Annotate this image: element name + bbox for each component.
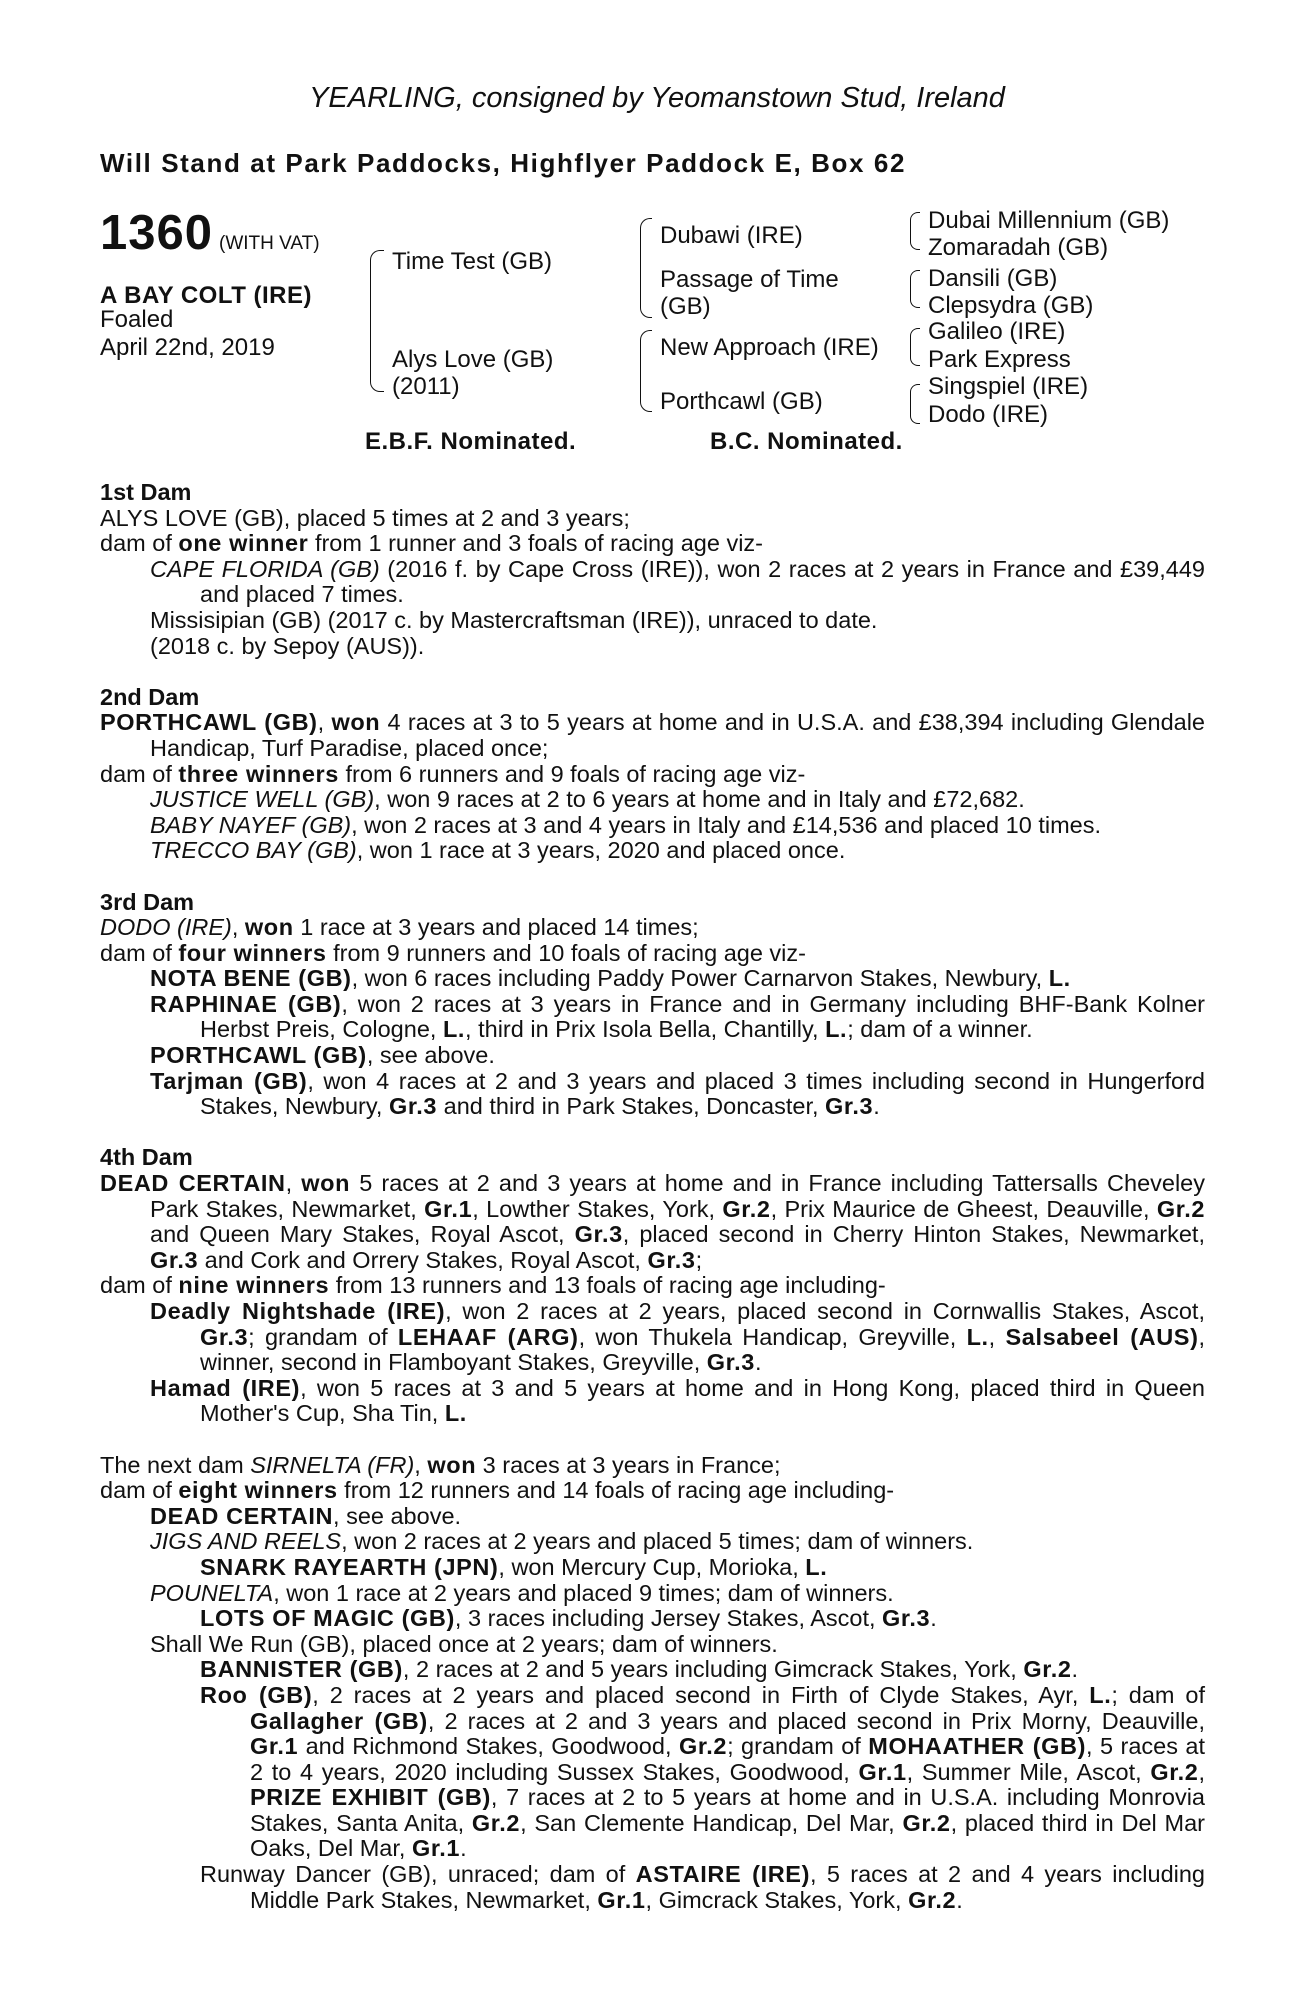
foaled-label: Foaled <box>100 306 174 333</box>
bc-nomination: B.C. Nominated. <box>710 428 903 455</box>
fourth-dam-line: DEAD CERTAIN, won 5 races at 2 and 3 years at home and in France including Tattersalls Cheveley Park Stakes, Newmarket, Gr.1, Lowther Stakes, York, Gr.2, Prix Maurice de Gheest, Deauville, Gr.2 and Queen Mary Stakes, Royal Ascot, Gr.3, placed second in Cherry Hinton Stakes, Newmarket, Gr.3 and Cork and Orrery Stakes, Royal Ascot, Gr.3; <box>100 1170 1206 1273</box>
lot-header <box>100 205 320 261</box>
pedigree-gen3-sss: Dubai Millennium (GB) <box>928 207 1170 234</box>
third-dam-produce-summary: dam of four winners from 9 runners and 10 foals of racing age viz- <box>100 939 806 966</box>
produce-deadly-nightshade: Deadly Nightshade (IRE), won 2 races at 2 years, placed second in Cornwallis Stakes, Ascot, Gr.3; grandam of LEHAAF (ARG), won Thukela Handicap, Greyville, L., Salsabeel (AUS), winner, second in Flamboyant Stakes, Greyville, Gr.3. <box>150 1298 1206 1376</box>
third-dam-line: DODO (IRE), won 1 race at 3 years and placed 14 times; <box>100 914 699 941</box>
consignor-heading: YEARLING, consigned by Yeomanstown Stud, Ireland <box>309 82 1005 114</box>
pedigree-gen3-dsd: Park Express <box>928 346 1071 373</box>
produce-raphinae: RAPHINAE (GB), won 2 races at 3 years in France and in Germany including BHF-Bank Kolner Herbst Preis, Cologne, L., third in Prix Isola Bella, Chantilly, L.; dam of a winner. <box>150 990 1205 1043</box>
pedigree-gen3-ddd: Dodo (IRE) <box>928 401 1049 428</box>
produce-2018-colt: (2018 c. by Sepoy (AUS)). <box>150 632 425 659</box>
foaled-date: April 22nd, 2019 <box>100 334 275 361</box>
pedigree-brace-sd <box>910 270 920 308</box>
produce-lots-of-magic: LOTS OF MAGIC (GB), 3 races including Jersey Stakes, Ascot, Gr.3. <box>200 1605 937 1632</box>
pedigree-brace-ds <box>910 328 920 366</box>
lot-number: 1360 <box>100 206 214 260</box>
produce-tarjman: Tarjman (GB), won 4 races at 2 and 3 years and placed 3 times including second in Hungerford Stakes, Newbury, Gr.3 and third in Park Stakes, Doncaster, Gr.3. <box>150 1067 1205 1120</box>
second-dam-heading: 2nd Dam <box>100 683 200 710</box>
pedigree-dam-sire: New Approach (IRE) <box>660 334 879 361</box>
pedigree-dam-dam: Porthcawl (GB) <box>660 388 823 415</box>
pedigree-gen3-dss: Galileo (IRE) <box>928 318 1066 345</box>
pedigree-sire-dam-country: (GB) <box>660 293 711 320</box>
stand-location: Will Stand at Park Paddocks, Highflyer Paddock E, Box 62 <box>100 148 907 178</box>
dam-record <box>100 480 1205 1913</box>
produce-jigs-and-reels: JIGS AND REELS, won 2 races at 2 years and placed 5 times; dam of winners. <box>150 1528 974 1555</box>
produce-bannister: BANNISTER (GB), 2 races at 2 and 5 years including Gimcrack Stakes, York, Gr.2. <box>200 1656 1079 1683</box>
produce-baby-nayef: BABY NAYEF (GB), won 2 races at 3 and 4 years in Italy and £14,536 and placed 10 times. <box>150 811 1101 838</box>
produce-porthcawl: PORTHCAWL (GB), see above. <box>150 1042 495 1069</box>
first-dam-line: ALYS LOVE (GB), placed 5 times at 2 and 3 years; <box>100 504 630 531</box>
produce-shall-we-run: Shall We Run (GB), placed once at 2 years; dam of winners. <box>150 1630 778 1657</box>
pedigree-sire-dam-name: Passage of Time <box>660 266 839 293</box>
produce-snark-rayearth: SNARK RAYEARTH (JPN), won Mercury Cup, Morioka, L. <box>200 1553 828 1580</box>
pedigree-gen3-dds: Singspiel (IRE) <box>928 373 1089 400</box>
pedigree-gen3-sdd: Clepsydra (GB) <box>928 292 1094 319</box>
second-dam-produce-summary: dam of three winners from 6 runners and 9 foals of racing age viz- <box>100 760 806 787</box>
second-dam-line: PORTHCAWL (GB), won 4 races at 3 to 5 years at home and in U.S.A. and £38,394 including Glendale Handicap, Turf Paradise, placed once; <box>100 709 1206 761</box>
pedigree-brace-dd <box>910 384 920 424</box>
fourth-dam-heading: 4th Dam <box>100 1144 193 1171</box>
produce-cape-florida: CAPE FLORIDA (GB) (2016 f. by Cape Cross (IRE)), won 2 races at 2 years in France and £39,449 and placed 7 times. <box>150 555 1205 608</box>
foaled-info <box>100 306 275 362</box>
first-dam-produce-summary: dam of one winner from 1 runner and 3 foals of racing age viz- <box>100 530 763 557</box>
produce-justice-well: JUSTICE WELL (GB), won 9 races at 2 to 6 years at home and in Italy and £72,682. <box>150 786 1025 813</box>
pedigree-brace-gen1 <box>370 250 384 392</box>
produce-pounelta: POUNELTA, won 1 race at 2 years and placed 9 times; dam of winners. <box>150 1579 894 1606</box>
pedigree-brace-dam <box>640 330 652 412</box>
pedigree-sire-dam <box>660 266 839 320</box>
produce-roo: Roo (GB), 2 races at 2 years and placed second in Firth of Clyde Stakes, Ayr, L.; dam of Gallagher (GB), 2 races at 2 and 3 years and placed second in Prix Morny, Deauville, Gr.1 and Richmond Stakes, Goodwood, Gr.2; grandam of MOHAATHER (GB), 5 races at 2 to 4 years, 2020 including Sussex Stakes, Goodwood, Gr.1, Summer Mile, Ascot, Gr.2, PRIZE EXHIBIT (GB), 7 races at 2 to 5 years at home and in U.S.A. including Monrovia Stakes, Santa Anita, Gr.2, San Clemente Handicap, Del Mar, Gr.2, placed third in Del Mar Oaks, Del Mar, Gr.1. <box>200 1681 1206 1862</box>
produce-dead-certain: DEAD CERTAIN, see above. <box>150 1502 462 1529</box>
produce-trecco-bay: TRECCO BAY (GB), won 1 race at 3 years, 2020 and placed once. <box>150 837 846 864</box>
pedigree-dam <box>392 346 553 400</box>
pedigree-gen3-ssd: Zomaradah (GB) <box>928 234 1109 261</box>
third-dam-heading: 3rd Dam <box>100 888 195 915</box>
next-dam-line: The next dam SIRNELTA (FR), won 3 races at 3 years in France; <box>100 1451 781 1478</box>
pedigree-sire: Time Test (GB) <box>392 248 553 275</box>
pedigree-sire-sire: Dubawi (IRE) <box>660 222 803 249</box>
fourth-dam-produce-summary: dam of nine winners from 13 runners and 13 foals of racing age including- <box>100 1272 886 1299</box>
pedigree-brace-ss <box>910 212 920 250</box>
pedigree-dam-name: Alys Love (GB) <box>392 346 554 373</box>
first-dam-heading: 1st Dam <box>100 479 192 505</box>
produce-missisipian: Missisipian (GB) (2017 c. by Mastercraftsman (IRE)), unraced to date. <box>150 606 878 633</box>
next-dam-produce-summary: dam of eight winners from 12 runners and 14 foals of racing age including- <box>100 1477 895 1504</box>
lot-name: A BAY COLT (IRE) <box>100 282 313 309</box>
pedigree-brace-sire <box>640 218 652 318</box>
produce-nota-bene: NOTA BENE (GB), won 6 races including Paddy Power Carnarvon Stakes, Newbury, L. <box>150 965 1071 992</box>
ebf-nomination: E.B.F. Nominated. <box>365 428 577 455</box>
pedigree-gen3-sds: Dansili (GB) <box>928 265 1058 292</box>
produce-hamad: Hamad (IRE), won 5 races at 3 and 5 years at home and in Hong Kong, placed third in Queen Mother's Cup, Sha Tin, L. <box>150 1374 1205 1427</box>
vat-note: (WITH VAT) <box>219 233 320 254</box>
produce-runway-dancer: Runway Dancer (GB), unraced; dam of ASTAIRE (IRE), 5 races at 2 and 4 years including Middle Park Stakes, Newmarket, Gr.1, Gimcrack Stakes, York, Gr.2. <box>200 1861 1205 1913</box>
pedigree-dam-year: (2011) <box>392 373 460 400</box>
